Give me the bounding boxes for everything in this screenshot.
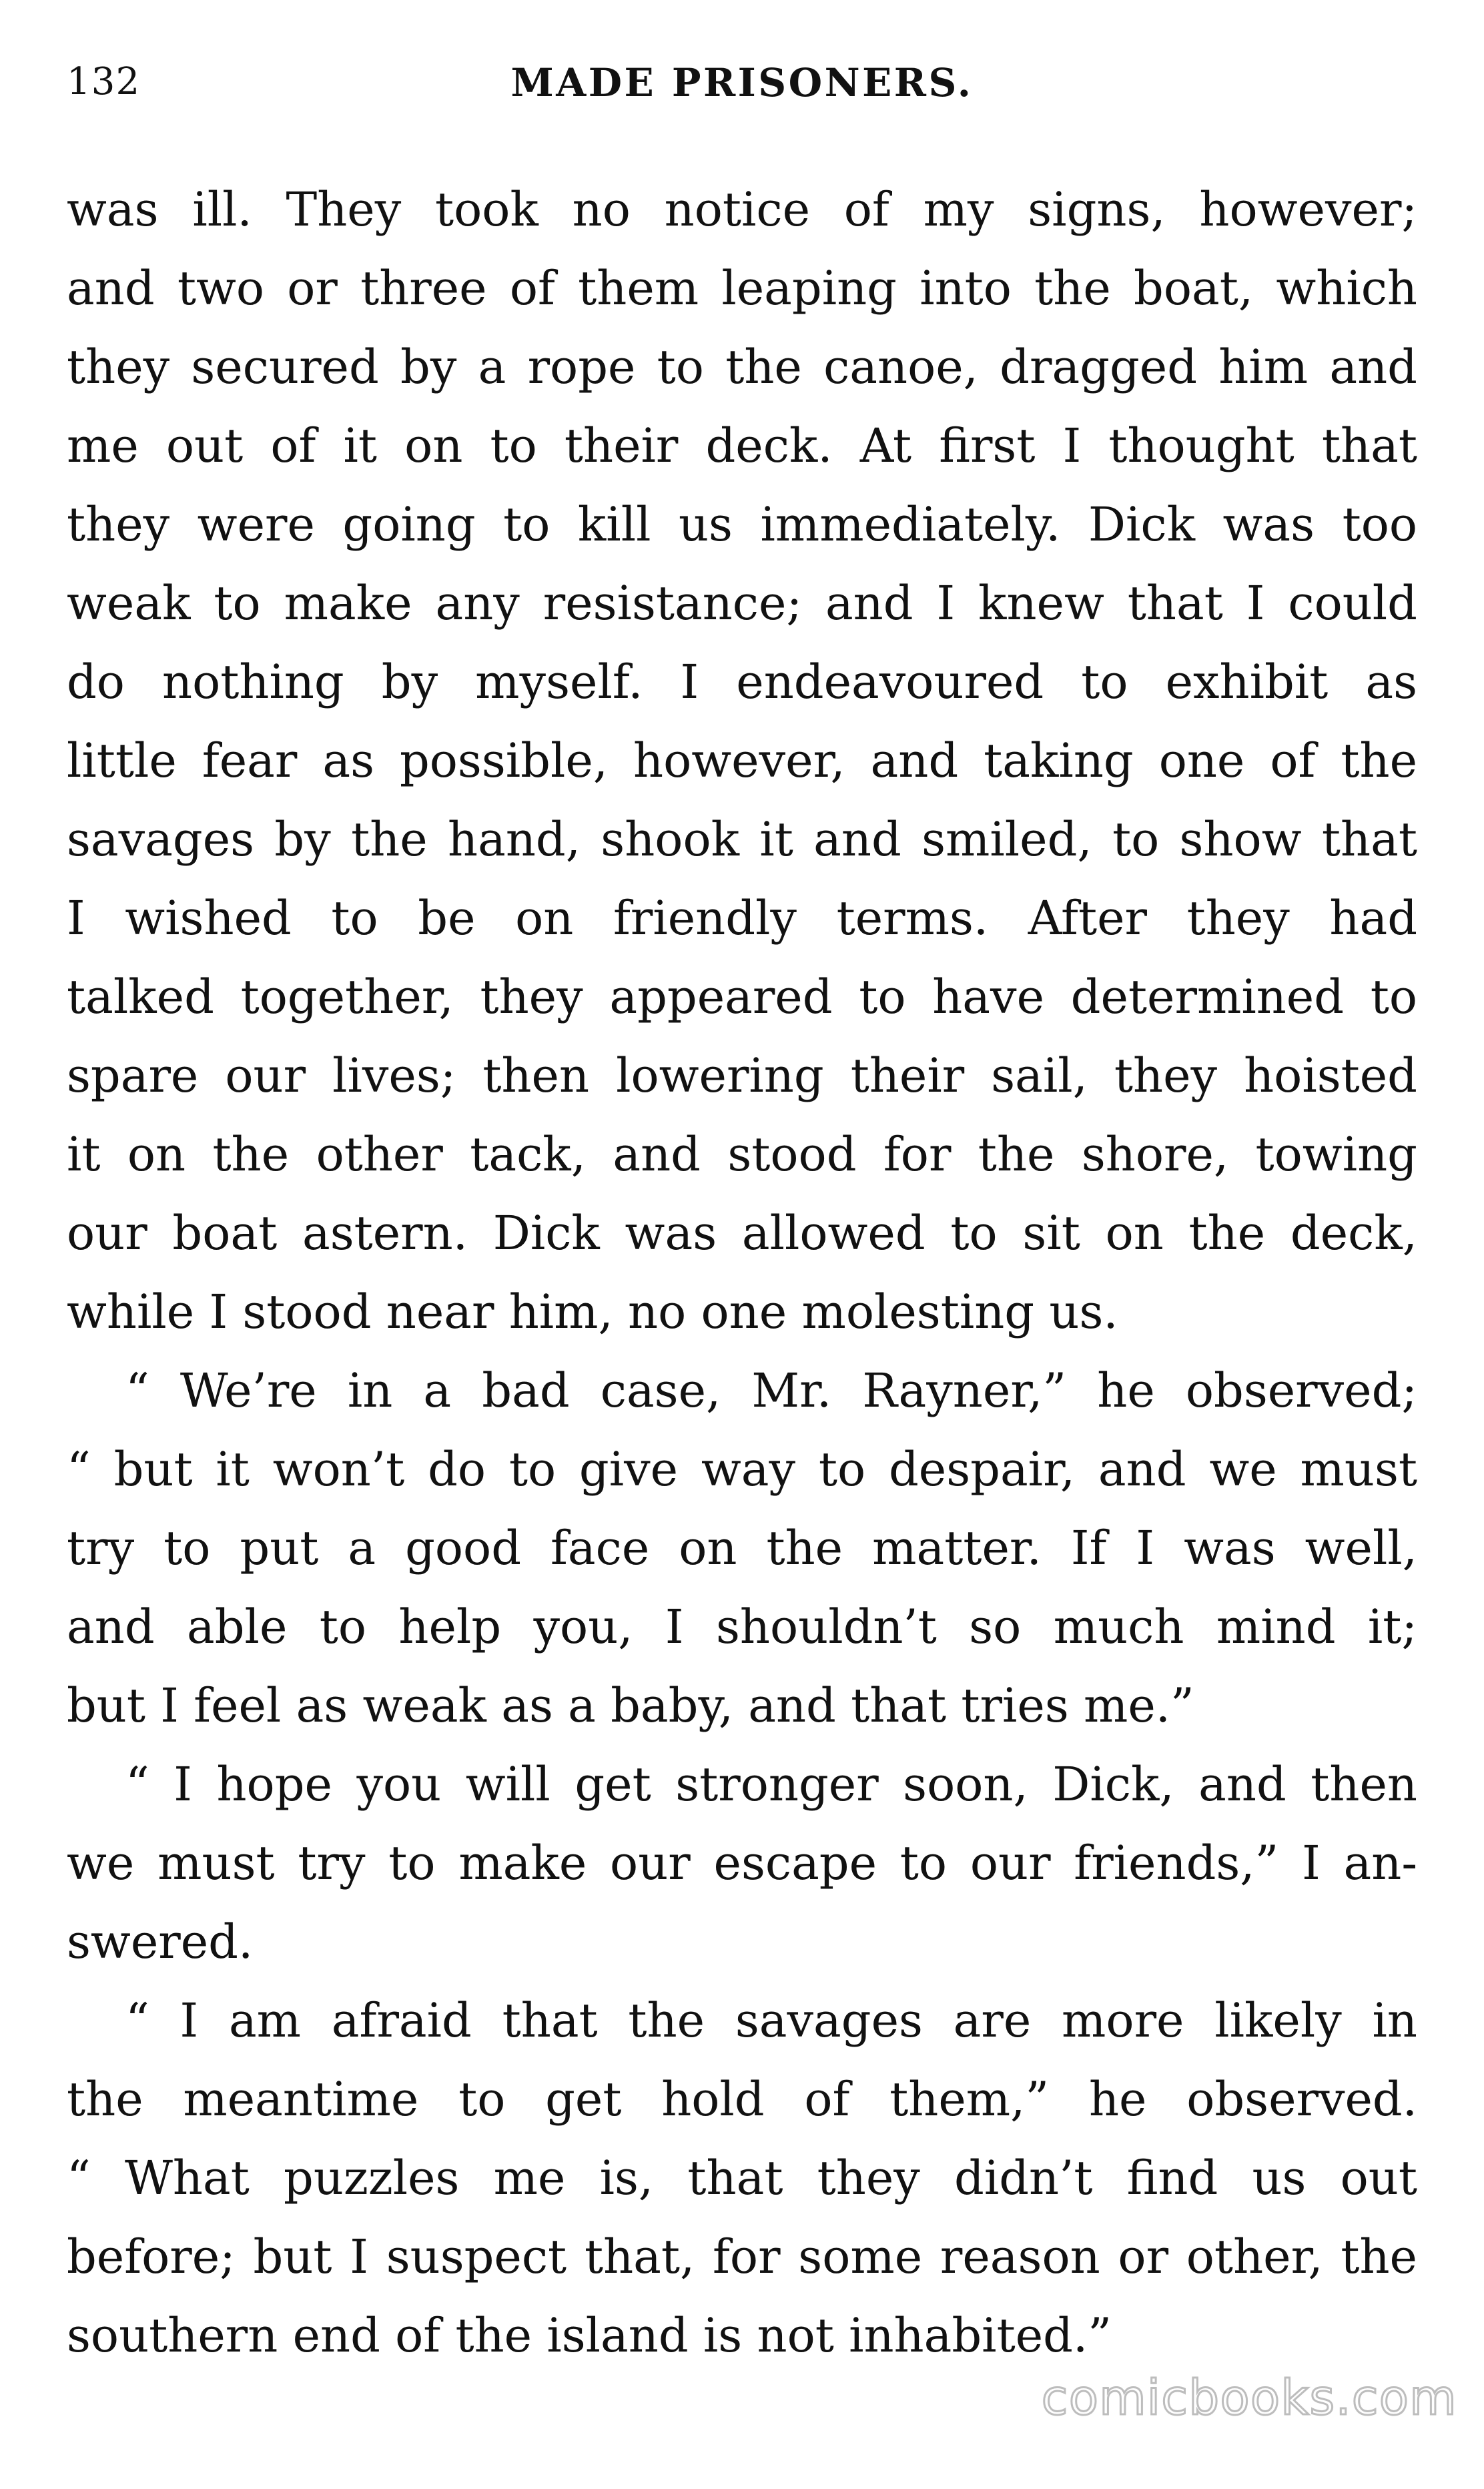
text-line: was ill. They took no notice of my signs, however; — [67, 182, 1417, 237]
body-text — [67, 170, 1417, 2375]
text-line: weak to make any resistance; and I knew that I could — [67, 576, 1417, 631]
text-line: talked together, they appeared to have determined to — [67, 970, 1417, 1024]
text-line: we must try to make our escape to our friends,” I an- — [67, 1836, 1417, 1890]
text-line: me out of it on to their deck. At first I thought that — [67, 418, 1417, 473]
text-line: but I feel as weak as a baby, and that tries me.” — [67, 1678, 1194, 1733]
text-line: do nothing by myself. I endeavoured to exhibit as — [67, 655, 1417, 709]
watermark: comicbooks.com — [1041, 2370, 1457, 2426]
text-line: and able to help you, I shouldn’t so much mind it; — [67, 1599, 1417, 1654]
text-line: “ I am afraid that the savages are more likely in — [125, 1993, 1417, 2048]
text-line: southern end of the island is not inhabited.” — [67, 2308, 1112, 2363]
text-line: they secured by a rope to the canoe, dragged him and — [67, 340, 1417, 394]
text-line: “ but it won’t do to give way to despair, and we must — [67, 1442, 1417, 1497]
text-line: it on the other tack, and stood for the shore, towing — [67, 1127, 1417, 1182]
page-header — [67, 53, 1417, 133]
text-line: savages by the hand, shook it and smiled, to show that — [67, 812, 1417, 867]
text-line: spare our lives; then lowering their sail, they hoisted — [67, 1048, 1417, 1103]
page-number: 132 — [67, 60, 141, 103]
running-head: MADE PRISONERS. — [510, 60, 974, 105]
text-line: swered. — [67, 1914, 254, 1969]
text-line: while I stood near him, no one molesting us. — [67, 1285, 1118, 1339]
text-line: I wished to be on friendly terms. After they had — [67, 891, 1417, 946]
text-line: our boat astern. Dick was allowed to sit on the deck, — [67, 1206, 1417, 1261]
text-line: the meantime to get hold of them,” he observed. — [67, 2072, 1417, 2127]
text-line: they were going to kill us immediately. Dick was too — [67, 497, 1417, 552]
text-line: try to put a good face on the matter. If I was well, — [67, 1521, 1417, 1575]
text-line: “ We’re in a bad case, Mr. Rayner,” he observed; — [125, 1363, 1417, 1418]
text-line: little fear as possible, however, and taking one of the — [67, 733, 1417, 788]
text-line: “ What puzzles me is, that they didn’t find us out — [67, 2151, 1417, 2205]
text-line: and two or three of them leaping into the boat, which — [67, 261, 1417, 316]
text-line: “ I hope you will get stronger soon, Dick, and then — [125, 1757, 1417, 1812]
text-line: before; but I suspect that, for some reason or other, the — [67, 2229, 1417, 2284]
